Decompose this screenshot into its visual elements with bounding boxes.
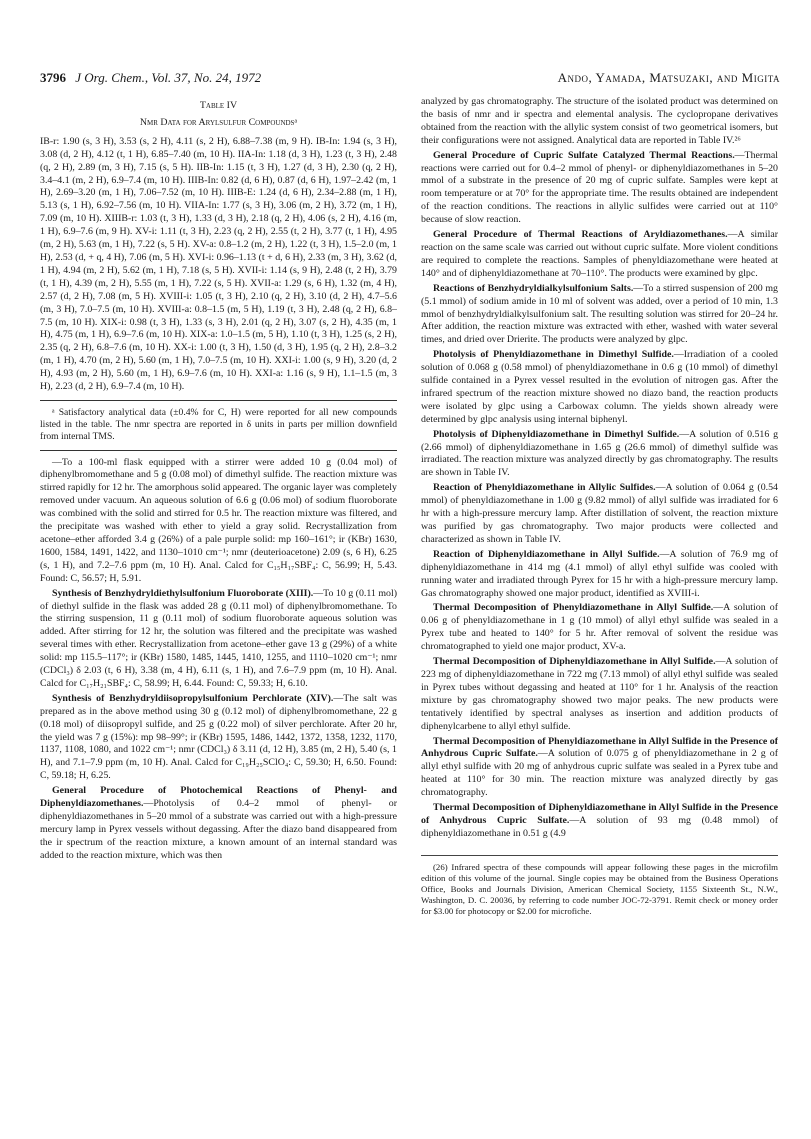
paragraph-text: —To a stirred suspension of 200 mg (5.1 mmol) of sodium amide in 10 ml of solvent was added, over a period of 10 min, 1.3 mmol of benzhydryldialkylsulfonium salt. The resulting solution was stirred for 20–24 hr. After addition, the reaction mixture was extracted with ether, washed with water several times, and dried over Drierite. The products were analyzed by glpc. <box>421 282 778 346</box>
right-paragraph <box>421 283 778 348</box>
paragraph-text: —A similar reaction on the same scale was carried out without cupric sulfate. More violent conditions are required to complete the reactions. Samples of phenyldiazomethane were heated at 140° and of diphenyldiazomethane at 70–110°. The products were examined by glpc. <box>421 229 778 279</box>
paragraph-text: —A solution of 0.064 g (0.54 mmol) of phenyldiazomethane in 1.00 g (9.82 mmol) of allyl sulfide was irradiated for 6 hr with a high-pressure mercury lamp. After distillation of solvent, the reaction mixture was purified by gas chromatography. Two major products were collected and characterized as shown in Table IV. <box>421 482 778 545</box>
left-paragraph <box>40 588 397 691</box>
page-header <box>40 70 780 90</box>
right-paragraph <box>421 549 778 601</box>
left-paragraph <box>40 693 397 783</box>
table-footnote: ᵃ Satisfactory analytical data (±0.4% for C, H) were reported for all new compounds listed in the table. The nmr spectra are reported in δ units in parts per million downfield from internal TMS. <box>40 406 397 443</box>
right-paragraph <box>421 150 778 227</box>
left-column <box>40 96 397 1116</box>
paragraph-heading: Reaction of Diphenyldiazomethane in Allyl Sulfide. <box>433 548 660 560</box>
paragraph-heading: General Procedure of Photochemical Reactions of Phenyl- and Diphenyldiazomethanes. <box>40 785 397 810</box>
table-rule <box>40 400 397 401</box>
table-end-rule <box>40 450 397 451</box>
paragraph-text: —Photolysis of 0.4–2 mmol of phenyl- or diphenyldiazomethanes in 5–20 mmol of a substrate was carried out with a high-pressure mercury lamp in Pyrex vessels without degassing. After the diazo band disappeared from the ir spectrum of the reaction mixture, a known amount of an internal standard was added to the reaction mixture, which was then <box>40 798 397 861</box>
left-paragraph <box>40 785 397 862</box>
table-body: IB-r: 1.90 (s, 3 H), 3.53 (s, 2 H), 4.11 (s, 2 H), 6.88–7.38 (m, 9 H). IB-In: 1.94 (s, 3 H), 3.08 (d, 2 H), 4.12 (t, 1 H), 6.85–7.40 (m, 10 H). IIA-In: 1.18 (d, 3 H), 1.23 (t, 3 H), 2.48 (q, 2 H), 2.89 (m, 3 H), 7.15 (s, 5 H). IIB-In: 1.15 (t, 3 H), 1.27 (d, 3 H), 2.30 (q, 2 H), 3.4–4.1 (m, 2 H), 6.9–7.4 (m, 10 H). IIIB-In: 0.82 (d, 6 H), 0.87 (d, 6 H), 1.97–2.42 (m, 1 H), 2.69–3.20 (m, 1 H), 7.06–7.52 (m, 10 H). IIIB-E: 1.24 (d, 6 H), 2.34–2.88 (m, 1 H), 5.13 (s, 1 H), 6.92–7.56 (m, 10 H). VIIA-In: 1.77 (s, 3 H), 3.06 (m, 2 H), 3.72 (m, 1 H), 7.09 (m, 10 H). XIIIB-r: 1.03 (t, 3 H), 1.33 (d, 3 H), 2.18 (q, 2 H), 4.06 (s, 2 H), 4.16 (m, 1 H), 6.9–7.6 (m, 9 H). XV-i: 1.11 (t, 3 H), 2.23 (q, 2 H), 2.55 (t, 2 H), 3.77 (t, 1 H), 4.95 (m, 2 H), 5.63 (m, 1 H), 7.22 (s, 5 H). XV-a: 0.8–1.2 (m, 2 H), 1.22 (t, 3 H), 1.5–2.0 (m, 1 H), 2.53 (d, + q, 4 H), 7.06 (m, 5 H). XVI-i: 0.96–1.13 (t + d, 6 H), 2.33 (m, 3 H), 3.62 (d, 1 H), 4.94 (m, 2 H), 5.62 (m, 1 H), 7.18 (s, 5 H). XVII-i: 1.14 (s, 9 H), 2.48 (t, 2 H), 3.79 (t, 1 H), 4.39 (m, 2 H), 5.55 (m, 1 H), 7.22 (s, 5 H). XVII-a: 1.29 (s, 6 H), 1.32 (m, 4 H), 2.57 (d, 2 H), 7.08 (m, 5 H). XVIII-i: 1.05 (t, 3 H), 2.10 (q, 2 H), 3.10 (d, 2 H), 4.7–5.6 (m, 3 H), 7.0–7.5 (m, 10 H). XVIII-a: 0.8–1.5 (m, 5 H), 1.19 (t, 3 H), 2.48 (q, 2 H), 6.8–7.5 (m, 10 H). XIX-i: 0.98 (t, 3 H), 1.33 (s, 3 H), 2.01 (q, 2 H), 3.07 (s, 2 H), 4.35 (m, 1 H), 4.75 (m, 1 H), 6.9–7.6 (m, 10 H). XIX-a: 1.0–1.5 (m, 5 H), 1.10 (t, 3 H), 1.25 (s, 2 H), 2.35 (q, 2 H), 6.8–7.6 (m, 10 H). XX-i: 1.00 (t, 3 H), 1.50 (d, 3 H), 1.95 (q, 2 H), 2.8–3.2 (m, 1 H), 4.70 (m, 2 H), 5.60 (m, 1 H), 7.0–7.5 (m, 10 H). XXI-i: 1.00 (s, 9 H), 3.20 (d, 2 H), 4.93 (m, 2 H), 5.60 (m, 1 H), 6.9–7.6 (m, 10 H). XXI-a: 1.16 (s, 9 H), 1.1–1.5 (m, 3 H), 2.23 (d, 2 H), 6.9–7.4 (m, 10 H). <box>40 135 397 393</box>
right-paragraph <box>421 229 778 281</box>
paragraph-text: analyzed by gas chromatography. The structure of the isolated product was determined on the basis of nmr and ir spectra and elemental analysis. The cyclopropane derivatives obtained from the reaction with the allylic system consist of two geometrical isomers, but their configurations were not assigned. Analytical data are reported in Table IV.²⁶ <box>421 96 778 146</box>
paragraph-text: —A solution of 223 mg of diphenyldiazomethane in 722 mg (7.13 mmol) of allyl ethyl sulfide was sealed in Pyrex tubes without degassing and heated at 110° for 1 hr. Analysis of the reaction mixture by gas chromatography showed two major peaks. The new products were tentatively identified by spectral analyses as insertion and addition products of diphenylcarbene to allyl ethyl sulfide. <box>421 656 778 732</box>
right-paragraph <box>421 96 778 148</box>
table-title: Table IV <box>199 100 238 111</box>
right-paragraph <box>421 429 778 481</box>
journal-citation: J Org. Chem., Vol. 37, No. 24, 1972 <box>75 70 262 85</box>
paragraph-heading: Photolysis of Diphenyldiazomethane in Dimethyl Sulfide. <box>433 428 680 440</box>
paragraph-text: —A solution of 93 mg (0.48 mmol) of diphenyldiazomethane in 0.51 g (4.9 <box>421 814 778 839</box>
paragraph-text: —The salt was prepared as in the above method using 30 g (0.12 mol) of diphenylbromomethane, 22 g (0.18 mol) of diisopropyl sulfide, and 25 g (0.22 mol) of silver perchlorate. After 20 hr, the yield was 7 g (15%): mp 98–99°; ir (KBr) 1595, 1486, 1442, 1372, 1358, 1232, 1170, 1137, 1108, 1080, and 1022 cm⁻¹; nmr (CDCl₃) δ 3.11 (d, 12 H), 3.85 (m, 2 H), 5.40 (s, 1 H), and 7.1–7.9 ppm (m, 10 H). Anal. Calcd for C₁₉H₂₅SClO₄: C, 59.30; H, 6.50. Found: C, 59.18; H, 6.25. <box>40 692 397 782</box>
paragraph-heading: Thermal Decomposition of Phenyldiazomethane in Allyl Sulfide. <box>433 602 714 614</box>
paragraph-text: —Thermal reactions were carried out for 0.4–2 mmol of phenyl- or diphenyldiazomethanes in 5–20 mmol of a substrate in the presence of 20 mg of cupric sulfate. Samples were kept at room temperature or at 70° for the appropriate time. The results obtained are independent of the reaction conditions. The reactions in allylic sulfides were carried out at 110° because of slow reaction. <box>421 149 778 226</box>
right-paragraph <box>421 602 778 654</box>
page-number: 3796 <box>40 70 66 85</box>
paragraph-text: —Irradiation of a cooled solution of 0.068 g (0.58 mmol) of phenyldiazomethane in 0.6 g (10 mmol) of dimethyl sulfide contained in a Pyrex vessel resulted in the evolution of nitrogen gas. After the infrared spectrum of the reaction mixture showed no diazo band, the reaction products were isolated by glpc using a Carbowax column. The yields shown already were determined by glpc analysis using internal biphenyl. <box>421 349 778 425</box>
paragraph-text: —To a 100-ml flask equipped with a stirrer were added 10 g (0.04 mol) of diphenylbromomethane and 5 g (0.08 mol) of dimethyl sulfide. The reaction mixture was stirred rapidly for 12 hr. The amorphous solid appeared. The organic layer was completely removed under vacuum. An aqueous solution of 6.6 g (0.06 mol) of sodium fluoroborate was combined with the solid and stirred for 0.5 hr. The reaction mixture was filtered, and the precipitate was washed with ether to yield a gray solid. Recrystallization from acetone–ether afforded 3.4 g (26%) of a pale purple solid: mp 160–161°; ir (KBr) 1630, 1600, 1584, 1491, 1422, and 1130–1010 cm⁻¹; nmr (deuterioacetone) 2.09 (s, 6 H), 6.25 (s, 1 H), and 7.2–7.6 ppm (m, 10 H). Anal. Calcd for C₁₅H₁₇SBF₄: C, 56.99; H, 5.43. Found: C, 56.57; H, 5.91. <box>40 456 397 584</box>
right-paragraph <box>421 802 778 841</box>
paragraph-text: —A solution of 0.06 g of phenyldiazomethane in 1 g (10 mmol) of allyl ethyl sulfide was sealed in a Pyrex tube and heated to 140° for 5 hr. After removal of solvent the residue was chromatographed to yield one major product, XV-a. <box>421 602 778 653</box>
left-paragraphs <box>40 457 397 863</box>
paragraph-heading: General Procedure of Cupric Sulfate Catalyzed Thermal Reactions. <box>433 149 735 161</box>
paragraph-heading: General Procedure of Thermal Reactions of Aryldiazomethanes. <box>433 229 728 241</box>
paragraph-heading: Reaction of Phenyldiazomethane in Allylic Sulfides. <box>433 482 656 494</box>
paragraph-text: —A solution of 76.9 mg of diphenyldiazomethane in 414 mg (4.1 mmol) of allyl ethyl sulfide was cooled with running water and irradiated through Pyrex for 15 hr with a high-pressure mercury lamp. Gas chromatography showed one major product, identified as XVIII-i. <box>421 548 778 599</box>
right-paragraphs <box>421 96 778 841</box>
paragraph-heading: Thermal Decomposition of Diphenyldiazomethane in Allyl Sulfide. <box>433 656 716 668</box>
paragraph-heading: Photolysis of Phenyldiazomethane in Dimethyl Sulfide. <box>433 349 674 361</box>
paragraph-heading: Thermal Decomposition of Phenyldiazomethane in Allyl Sulfide in the Presence of Anhydrous Cupric Sulfate. <box>421 735 778 760</box>
paragraph-heading: Synthesis of Benzhydryldiisopropylsulfonium Perchlorate (XIV). <box>52 692 334 704</box>
paragraph-text: —A solution of 0.516 g (2.66 mmol) of diphenyldiazomethane in 1.65 g (26.6 mmol) of dimethyl sulfide was irradiated. The reaction mixture was analyzed directly by gas chromatography. The results are shown in Table IV. <box>421 428 778 479</box>
paragraph-heading: Reactions of Benzhydryldialkylsulfonium Salts. <box>433 282 634 294</box>
paragraph-text: —To 10 g (0.11 mol) of diethyl sulfide in the flask was added 28 g (0.11 mol) of diphenylbromomethane. To the stirring suspension, 11 g (0.11 mol) of sodium fluoroborate aqueous solution was added. After stirring for 12 hr, the solution was filtered and the precipitate was washed several times with ether. Recrystallization from acetone–ether gave 13 g (29%) of a white solid: mp 115.5–117°; ir (KBr) 1580, 1485, 1445, 1410, 1255, and 1110–1020 cm⁻¹; nmr (CDCl₃) δ 2.03 (t, 6 H), 3.38 (m, 4 H), 6.11 (s, 1 H), and 7.6–7.9 ppm (m, 10 H). Anal. Calcd for C₁₇H₂₁SBF₄: C, 58.99; H, 6.44. Found: C, 59.33; H, 6.10. <box>40 587 397 689</box>
right-paragraph <box>421 736 778 801</box>
paragraph-text: —A solution of 0.075 g of phenyldiazomethane in 2 g of allyl ethyl sulfide with 20 mg of anhydrous cupric sulfate was sealed in a Pyrex tube and heated at 110° for 30 min. The reaction mixture was analyzed directly by gas chromatography. <box>421 748 778 799</box>
right-paragraph <box>421 349 778 426</box>
right-column <box>421 96 778 1116</box>
header-authors: Ando, Yamada, Matsuzaki, and Migita <box>557 70 780 85</box>
paragraph-heading: Thermal Decomposition of Diphenyldiazomethane in Allyl Sulfide in the Presence of Anhydrous Cupric Sulfate. <box>421 802 778 826</box>
left-paragraph <box>40 457 397 586</box>
footnote-26: (26) Infrared spectra of these compounds will appear following these pages in the microfilm edition of this volume of the journal. Single copies may be obtained from the Business Operations Office, Books and Journals Division, American Chemical Society, 1155 Sixteenth St., N.W., Washington, D. C. 20036, by referring to code number JOC-72-3791. Remit check or money order for $3.00 for photocopy or $2.00 for microfiche. <box>421 855 778 917</box>
header-left <box>40 70 261 86</box>
right-paragraph <box>421 656 778 733</box>
table-subtitle: Nmr Data for Arylsulfur Compoundsᵃ <box>139 116 298 128</box>
paragraph-heading: Synthesis of Benzhydryldiethylsulfonium Fluoroborate (XIII). <box>52 587 314 599</box>
right-paragraph <box>421 482 778 547</box>
